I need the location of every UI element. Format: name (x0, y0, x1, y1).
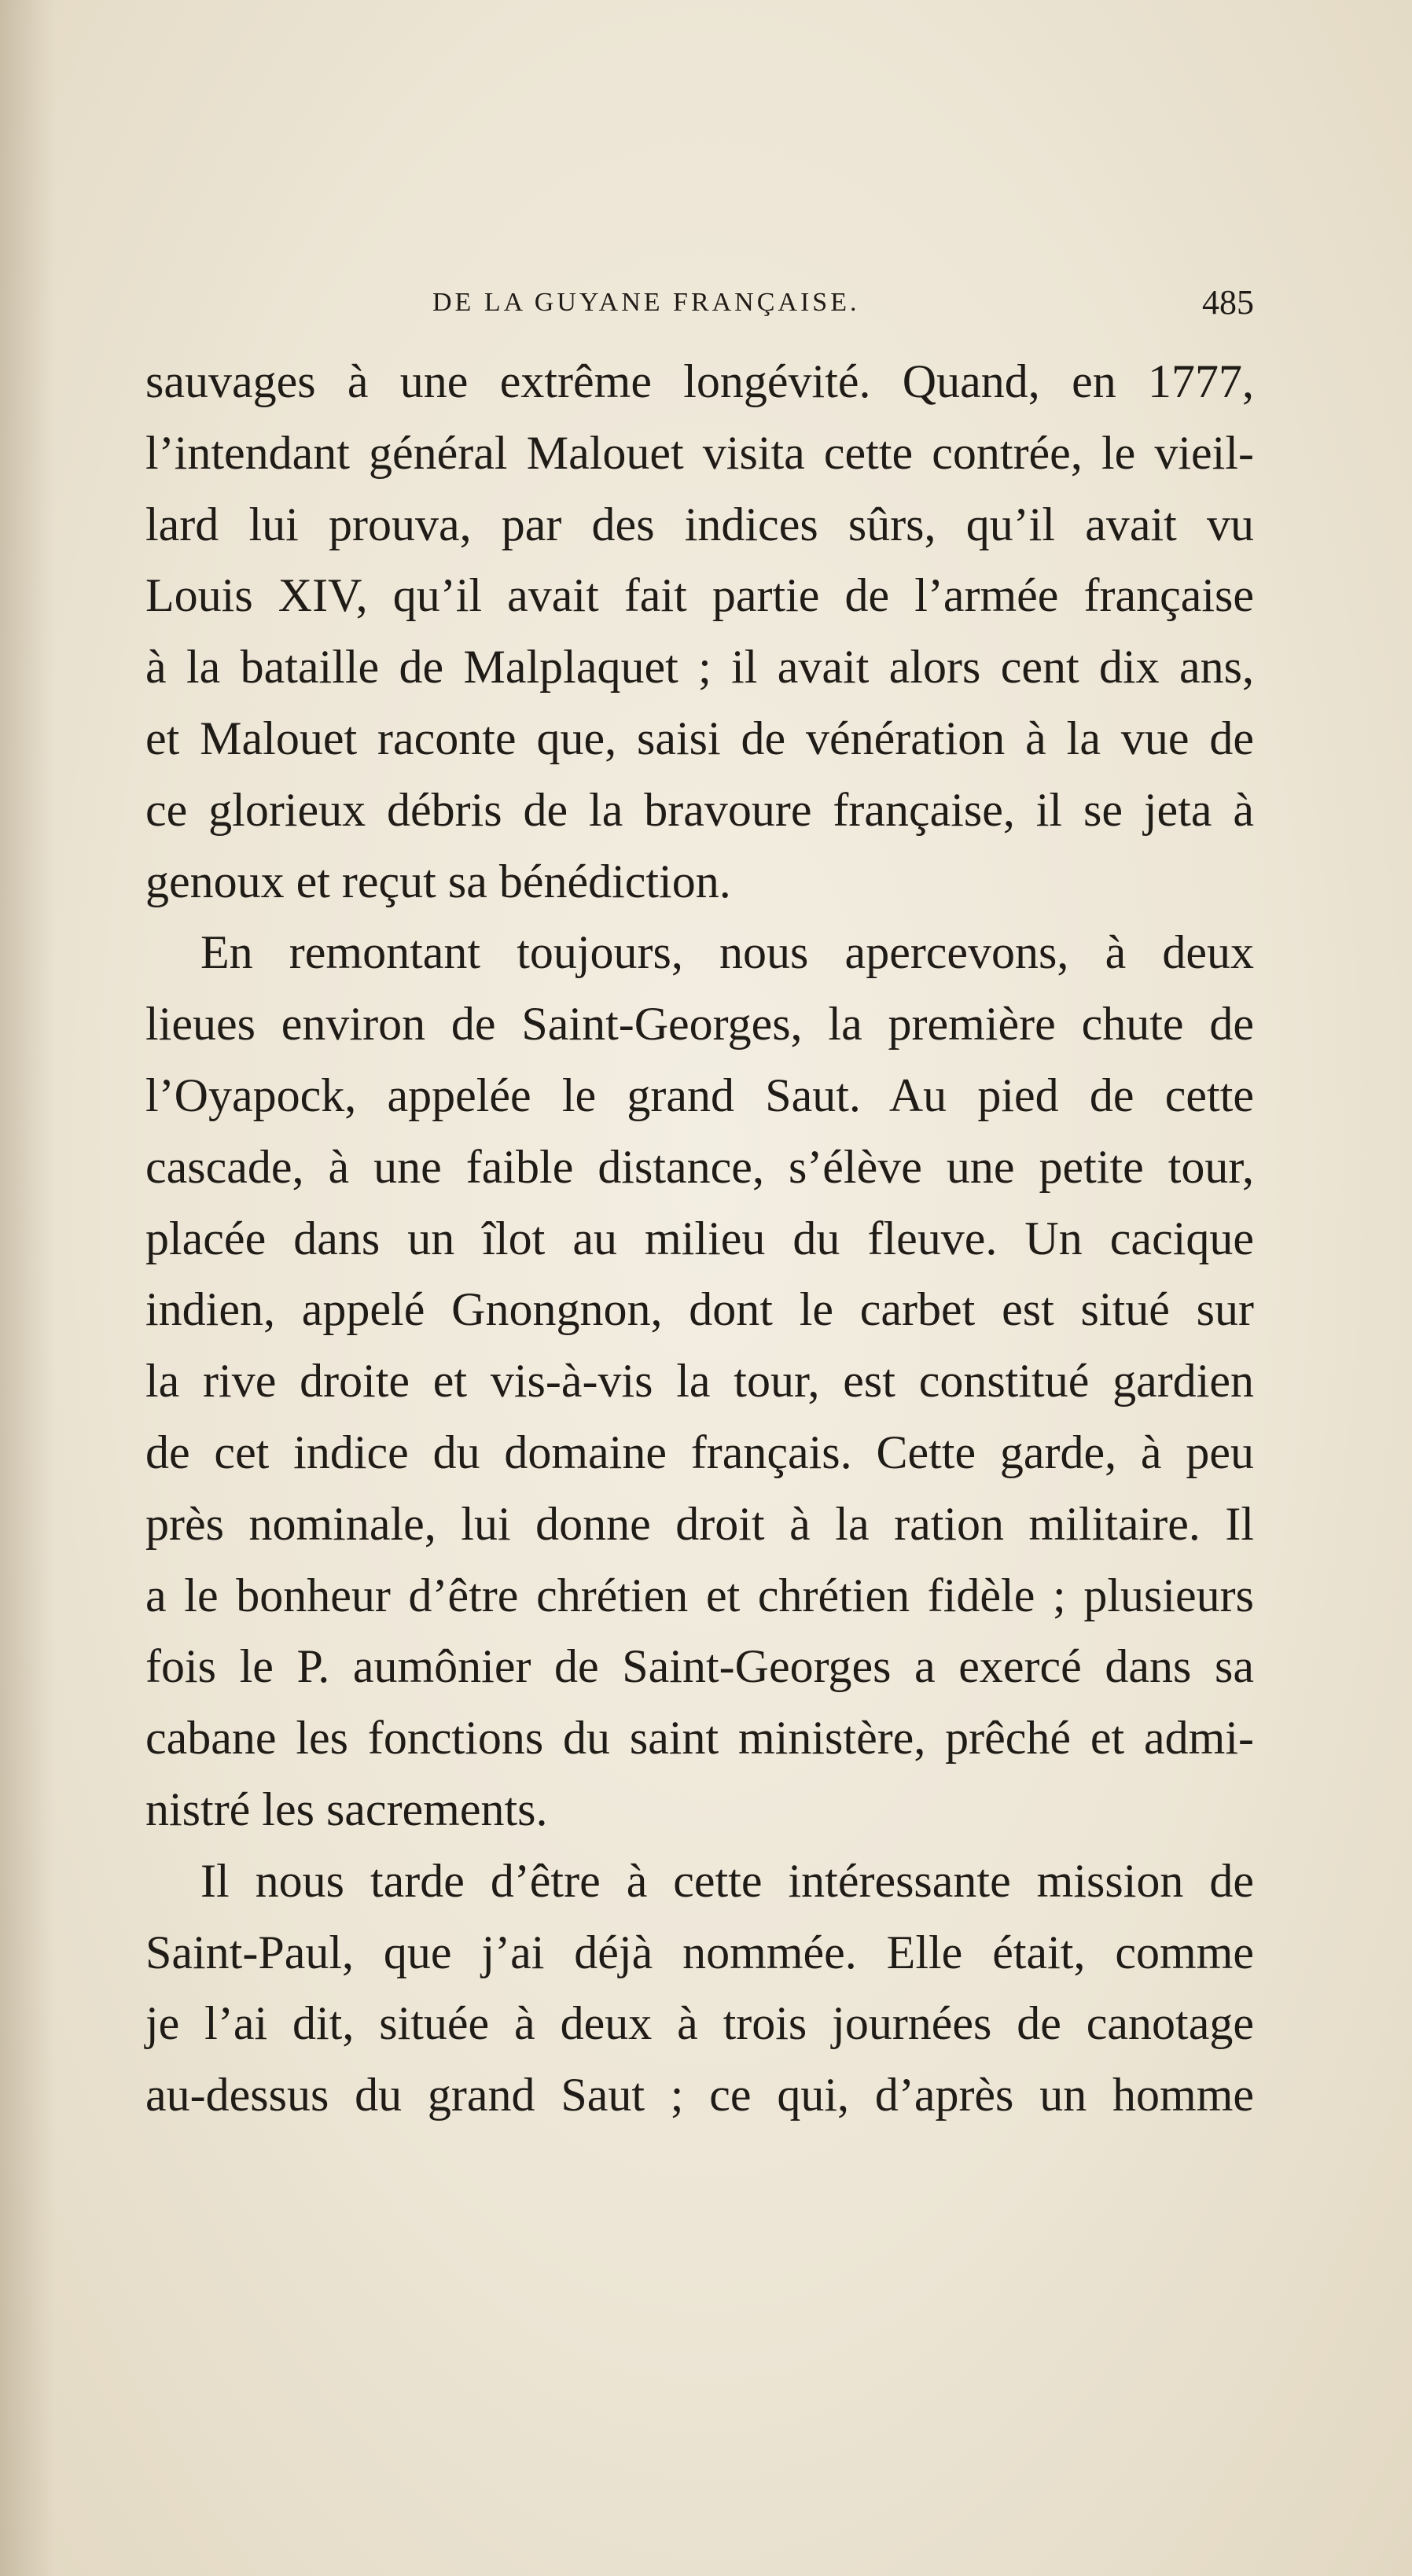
text-line: Saint-Paul, que j’ai déjà nommée. Elle était, comme (145, 1926, 1254, 1978)
page-gutter-shadow (0, 0, 55, 2576)
text-line: près nominale, lui donne droit à la ration militaire. Il (145, 1497, 1254, 1550)
text-line: l’Oyapock, appelée le grand Saut. Au pied de cette (145, 1069, 1254, 1121)
text-line: placée dans un îlot au milieu du fleuve. Un cacique (145, 1212, 1254, 1264)
text-line: ce glorieux débris de la bravoure française, il se jeta à (145, 783, 1254, 836)
text-line: je l’ai dit, située à deux à trois journées de canotage (145, 1997, 1254, 2050)
page-number: 485 (1202, 283, 1254, 322)
body-text (145, 346, 1254, 2131)
text-line: à la bataille de Malplaquet ; il avait alors cent dix ans, (145, 641, 1254, 694)
text-line: genoux et reçut sa bénédiction. (145, 855, 731, 907)
text-line: lard lui prouva, par des indices sûrs, qu’il avait vu (145, 498, 1254, 550)
text-line: Il nous tarde d’être à cette intéressante mission de (200, 1854, 1254, 1907)
text-line: fois le P. aumônier de Saint-Georges a exercé dans sa (145, 1640, 1254, 1693)
text-line: Louis XIV, qu’il avait fait partie de l’armée française (145, 569, 1254, 622)
text-line: En remontant toujours, nous apercevons, à deux (200, 926, 1254, 979)
text-line: cascade, à une faible distance, s’élève une petite tour, (145, 1140, 1254, 1193)
text-line: sauvages à une extrême longévité. Quand, en 1777, (145, 355, 1254, 407)
text-line: indien, appelé Gnongnon, dont le carbet est situé sur (145, 1283, 1254, 1336)
text-line: au-dessus du grand Saut ; ce qui, d’après un homme (145, 2069, 1254, 2122)
running-head-title: DE LA GUYANE FRANÇAISE. (432, 288, 860, 317)
text-line: lieues environ de Saint-Georges, la première chute de (145, 998, 1254, 1051)
text-line: a le bonheur d’être chrétien et chrétien fidèle ; plusieurs (145, 1569, 1254, 1621)
text-line: de cet indice du domaine français. Cette garde, à peu (145, 1426, 1254, 1478)
text-line: nistré les sacrements. (145, 1783, 548, 1835)
text-line: l’intendant général Malouet visita cette contrée, le vieil- (145, 426, 1254, 479)
running-head (145, 279, 1254, 326)
text-line: et Malouet raconte que, saisi de vénération à la vue de (145, 712, 1254, 764)
text-line: la rive droite et vis-à-vis la tour, est constitué gardien (145, 1355, 1254, 1408)
text-line: cabane les fonctions du saint ministère, prêché et admi- (145, 1712, 1254, 1765)
